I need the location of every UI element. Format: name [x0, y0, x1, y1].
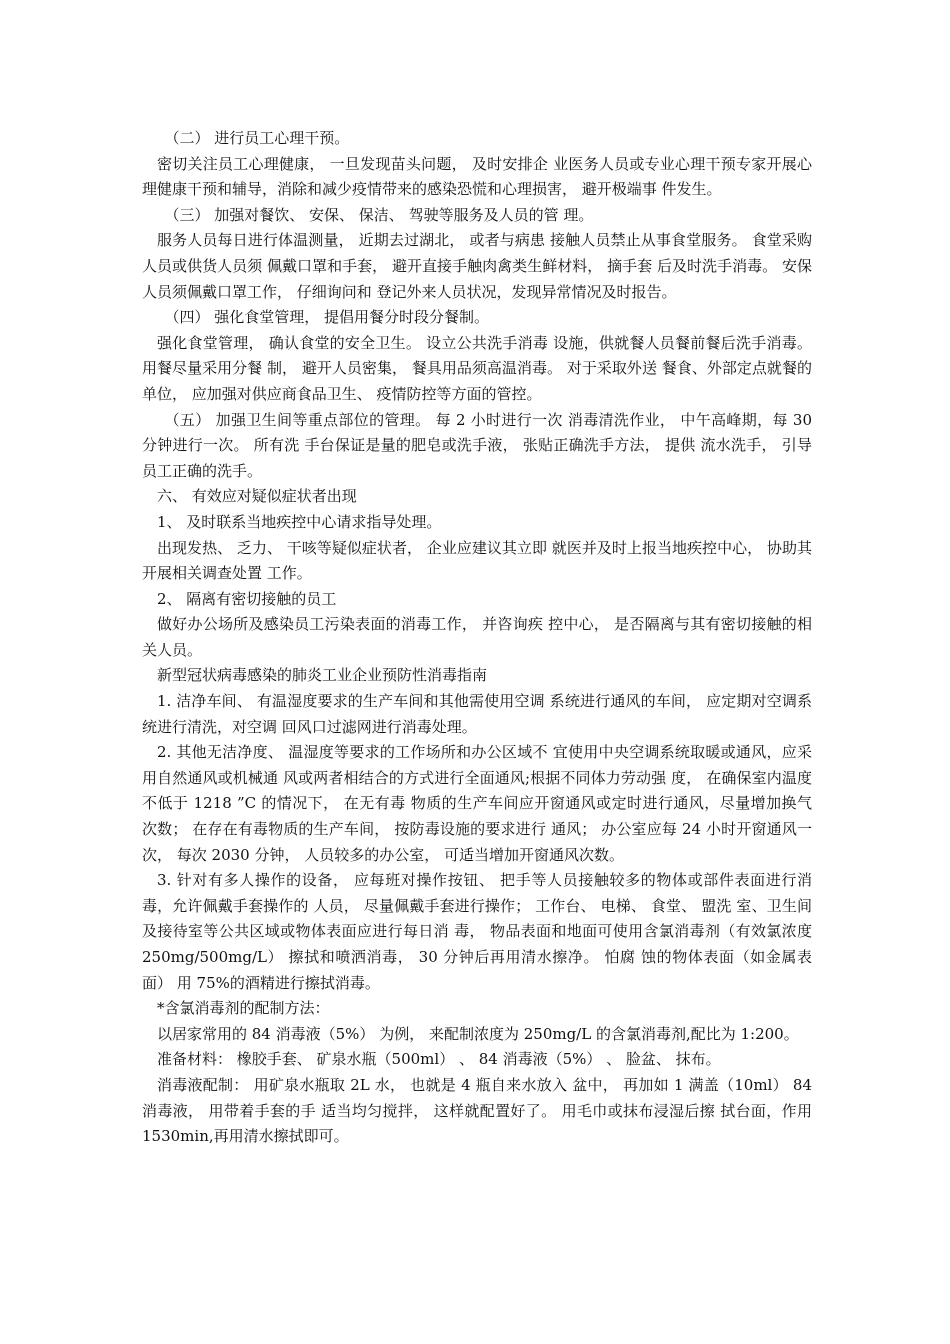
guide-item-2: 2. 其他无洁净度、 温湿度等要求的工作场所和办公区域不 宜使用中央空调系统取暖或通风，应采用自然通风或机械通 风或两者相结合的方式进行全面通风;根据不同体力劳动强 度， 在确保室内温度不低于 1218 ”C 的情况下， 在无有毒 物质的生产车间应开窗通风或定时进行通风，尽量增加换气 次数； 在存在有毒物质的生产车间， 按防毒设施的要求进行 通风； 办公室应每 24 小时开窗通风一次， 每次 2030 分钟， 人员较多的办公室， 可适当增加开窗通风次数。 [142, 743, 812, 864]
section-heading-4: （四） 强化食堂管理， 提倡用餐分时段分餐制。 [164, 308, 490, 327]
subheading-contact-cdc: 1、 及时联系当地疾控中心请求指导处理。 [157, 512, 442, 531]
paragraph-psych-support: 密切关注员工心理健康， 一旦发现苗头问题， 及时安排企 业医务人员或专业心理干预专家开展心理健康干预和辅导，消除和减少疫情带来的感染恐慌和心理损害， 避开极端事 件发生。 [142, 154, 812, 199]
subheading-chlorine-prep: *含氯消毒剂的配制方法： [157, 999, 330, 1018]
paragraph-restroom: （五） 加强卫生间等重点部位的管理。 每 2 小时进行一次 消毒清洗作业， 中午高峰期，每 30 分钟进行一次。 所有洗 手台保证是量的肥皂或洗手液， 张贴正确洗手方法， 提供 流水洗手， 引导员工正确的洗手。 [142, 410, 812, 480]
section-heading-3: （三） 加强对餐饮、 安保、 保洁、 驾驶等服务及人员的管 理。 [164, 205, 594, 224]
paragraph-service-staff: 服务人员每日进行体温测量， 近期去过湖北， 或者与病患 接触人员禁止从事食堂服务。 食堂采购人员或供货人员须 佩戴口罩和手套， 避开直接手触肉禽类生鲜材料， 摘手套 后及时洗手消毒。 安保人员须佩戴口罩工作， 仔细询问和 登记外来人员状况，发现异常情况及时报告。 [142, 231, 812, 301]
paragraph-symptoms: 出现发热、 乏力、 干咳等疑似症状者， 企业应建议其立即 就医并及时上报当地疾控中心， 协助其开展相关调查处置 工作。 [142, 538, 812, 583]
paragraph-ratio: 以居家常用的 84 消毒液（5%） 为例， 来配制浓度为 250mg/L 的含氯消毒剂,配比为 1:200。 [157, 1024, 799, 1043]
paragraph-canteen: 强化食堂管理， 确认食堂的安全卫生。 设立公共洗手消毒 设施，供就餐人员餐前餐后洗手消毒。 用餐尽量采用分餐 制， 避开人员密集， 餐具用品须高温消毒。 对于采取外送 餐食、外部定点就餐的单位， 应加强对供应商食品卫生、 疫情防控等方面的管控。 [142, 333, 812, 403]
section-heading-six: 六、 有效应对疑似症状者出现 [157, 487, 357, 506]
paragraph-materials: 准备材料： 橡胶手套、 矿泉水瓶（500ml） 、 84 消毒液（5%） 、 脸盆、 抹布。 [157, 1050, 721, 1069]
paragraph-disinfect-office: 做好办公场所及感染员工污染表面的消毒工作， 并咨询疾 控中心， 是否隔离与其有密切接触的相关人员。 [142, 615, 812, 659]
guide-item-3: 3. 针对有多人操作的设备， 应每班对操作按钮、 把手等人员接触较多的物体或部件表面进行消毒，允许佩戴手套操作的 人员， 尽量佩戴手套进行操作； 工作台、 电梯、 食堂、 盟洗 室、卫生间及接待室等公共区域或物体表面应进行每日消 毒， 物品表面和地面可使用含氯消毒剂（有效氯浓度 250mg/500mg/L） 擦拭和喷洒消毒， 30 分钟后再用清水擦净。 怕腐 蚀的物体表面（如金属表面） 用 75%的酒精进行擦拭消毒。 [142, 871, 812, 992]
guide-item-1: 1. 洁净车间、 有温湿度要求的生产车间和其他需使用空调 系统进行通风的车间， 应定期对空调系统进行清洗，对空调 回风口过滤网进行消毒处理。 [142, 692, 812, 736]
section-heading-2: （二） 进行员工心理干预。 [164, 129, 350, 147]
subheading-isolate: 2、 隔离有密切接触的员工 [157, 589, 337, 608]
guide-title: 新型冠状病毒感染的肺炎工业企业预防性消毒指南 [157, 666, 488, 685]
paragraph-preparation: 消毒液配制： 用矿泉水瓶取 2L 水， 也就是 4 瓶自来水放入 盆中， 再加如 1 满盖（10ml） 84 消毒液， 用带着手套的手 适当均匀搅拌， 这样就配置好了。 用毛巾或抹布浸湿后擦 拭台面，作用 1530min,再用清水擦拭即可。 [142, 1075, 812, 1146]
document-body [142, 126, 812, 1150]
